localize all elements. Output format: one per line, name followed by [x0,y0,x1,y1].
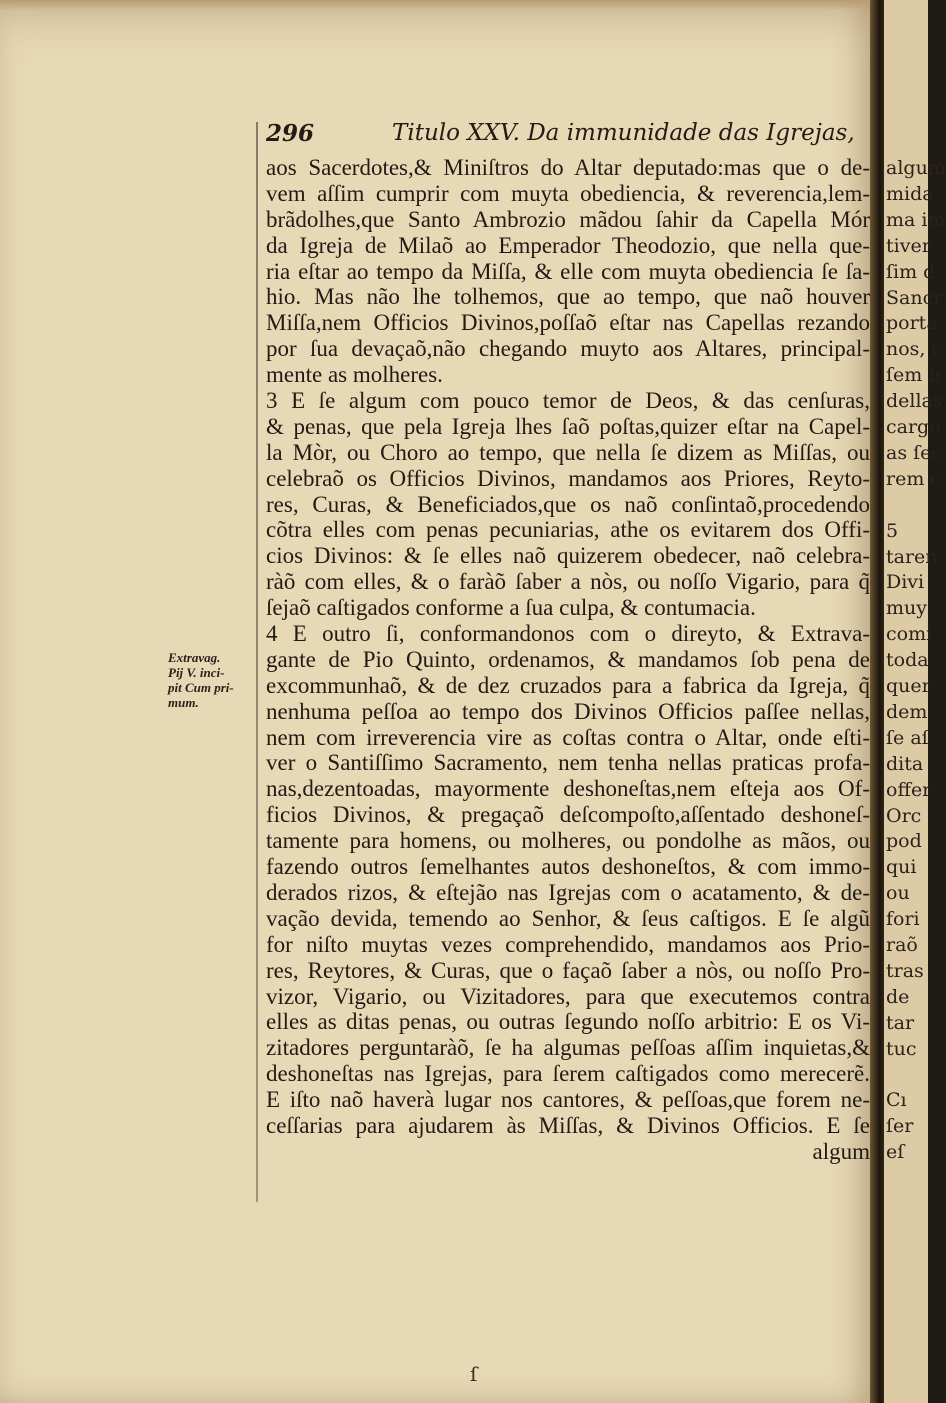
facing-page-fragment: Divi [886,571,925,594]
text-line: ficios Divinos, & pregaçaõ deſcompoſto,aſſentado deshoneſ- [266,802,870,828]
text-line: cõtra elles com penas pecuniarias, athe os evitarem dos Offi- [266,517,870,543]
text-line: brãdolhes,que Santo Ambrozio mãdou ſahir da Capella Mór [266,206,870,232]
facing-page-fragment: as ſec [886,441,943,464]
facing-page-fragment: tiver [886,234,931,257]
facing-page-fragment: toda [886,649,929,672]
facing-page-fragment: porta [886,312,938,335]
facing-page-fragment: qui [886,856,917,879]
text-line: por ſua devaçaõ,não chegando muyto aos Altares, principal- [266,336,870,362]
text-line: ràõ com elles, & o faràõ ſaber a nòs, ou noſſo Vigario, para q̃ [266,569,870,595]
facing-page-fragment: de [886,985,910,1008]
text-line: 4 E outro ſi, conformandonos com o direyto, & Extrava- [266,621,870,647]
text-line: ſejaõ caſtigados conforme a ſua culpa, & contumacia. [266,595,756,621]
text-line: cios Divinos: & ſe elles naõ quizerem obedecer, naõ celebra- [266,543,870,569]
facing-page-fragment: rem c [886,467,942,490]
facing-page-fragment: taren [886,545,938,568]
facing-page-fragment: mida, [886,182,940,205]
facing-page-fragment: ſer [886,1115,914,1138]
signature-mark: ſ [470,1362,478,1386]
facing-page-fragment: algum [886,157,946,179]
text-line: mente as molheres. [266,362,443,388]
text-line: ceſſarias para ajudarem às Miſſas, & Divinos Officios. E ſe [266,1112,870,1138]
text-line: deshoneſtas nas Igrejas, para ſerem caſtigados como merecerẽ. [266,1061,870,1087]
facing-page-edge [884,0,946,1403]
running-title: Titulo XXV. Da immunidade das Igrejas, [392,120,855,146]
catchword: algum [812,1138,870,1164]
text-line: fazendo outros ſemelhantes autos deshoneſtos, & com immo- [266,854,870,880]
text-line: tamente para homens, ou molheres, ou pondolhe as mãos, ou [266,828,870,854]
page-header [262,120,855,150]
facing-page-fragment: ſe aſ [886,726,929,749]
facing-page-fragment: dellas [886,390,943,413]
facing-page-fragment: raõ [886,934,918,956]
text-line: hio. Mas não lhe tolhemos, que ao tempo, que naõ houver [266,284,870,310]
facing-page-fragment: offer [886,778,932,801]
text-line: nas,dezentoadas, mayormente deshoneſtas,nem eſteja aos Of- [266,776,870,802]
text-line: for niſto muytas vezes comprehendido, mandamos aos Prio- [266,931,870,957]
text-line: la Mòr, ou Choro ao tempo, que nella ſe dizem as Miſſas, ou [266,439,870,465]
facing-page-fragment: dem [886,700,928,723]
text-line: ria eſtar ao tempo da Miſſa, & elle com muyta obediencia ſe ſa- [266,258,870,284]
facing-page-fragment: pod [886,830,922,853]
text-line: vem aſſim cumprir com muyta obediencia, & reverencia,lem- [266,180,870,206]
facing-page-fragment: quer [886,675,931,697]
text-line: da Igreja de Milaõ ao Emperador Theodozio, que nella que- [266,232,870,258]
page-top-edge [0,0,878,10]
text-line: excommunhaõ, & de dez cruzados para a fabrica da Igreja, q̃ [266,672,870,698]
text-line: celebraõ os Officios Divinos, mandamos aos Priores, Reyto- [266,465,870,491]
facing-page-fragment: dita [886,752,924,775]
text-line: ver o Santiſſimo Sacramento, nem tenha nellas praticas profa- [266,750,870,776]
facing-page-fragment: muy [886,597,927,620]
text-line: gante de Pio Quinto, ordenamos, & mandamos ſob pena de [266,646,870,672]
facing-page-fragment: eſ [886,1141,905,1164]
facing-page-fragment: 5 [886,519,899,542]
text-line: nem com irreverencia vire as coſtas contra o Altar, onde eſti- [266,724,870,750]
margin-note-line: pit Cum pri- [168,680,234,695]
facing-page-fragment: tar [886,1011,915,1034]
text-line: derados rizos, & eſtejão nas Igrejas com o acatamento, & de- [266,879,870,905]
text-line: res, Curas, & Beneficiados,que os naõ conſintaõ,procedendo [266,491,870,517]
facing-page-fragment: ſem h [886,364,941,387]
text-line: & penas, que pela Igreja lhes ſaõ poſtas,quizer eſtar na Capel- [266,413,870,439]
facing-page-fragment: cargo [886,416,941,438]
facing-page-fragment: ou [886,882,910,905]
facing-page-fragment: Orc [886,804,922,827]
facing-page-fragment: comi [886,623,933,646]
facing-page-fragment: Cı [886,1089,907,1112]
text-line: zitadores perguntaràõ, ſe ha algumas peſſoas aſſim inquietas,& [266,1035,870,1061]
facing-page-fragment: tras [886,959,924,982]
margin-note-line: mum. [168,695,199,710]
facing-page-fragment: fori [886,908,920,931]
margin-note-line: Pij V. inci- [168,665,225,680]
facing-page-fragment: Sancr [886,286,943,309]
body-text [266,155,870,1165]
text-line: vizor, Vigario, ou Vizitadores, para que executemos contra [266,983,870,1009]
text-line: 3 E ſe algum com pouco temor de Deos, & das cenſuras, [266,388,870,414]
page-number: 296 [266,120,315,147]
text-line: E iſto naõ haverà lugar nos cantores, & peſſoas,que forem ne- [266,1087,870,1113]
text-line: aos Sacerdotes,& Miniſtros do Altar deputado:mas que o de- [266,155,870,180]
text-line: elles as ditas penas, ou outras ſegundo noſſo arbitrio: E os Vi- [266,1009,870,1035]
margin-note-line: Extravag. [168,650,221,665]
facing-page-fragment: ma im [886,208,946,231]
text-line: nenhuma peſſoa ao tempo dos Divinos Officios paſſee nellas, [266,698,870,724]
text-line: Miſſa,nem Officios Divinos,poſſaõ eſtar nas Capellas rezando [266,310,870,336]
facing-page-fragment: tuc [886,1037,917,1060]
facing-page-fragment: nos, c [886,338,943,361]
margin-note [168,650,260,710]
text-line: res, Reytores, & Curas, que o façaõ ſaber a nòs, ou noſſo Pro- [266,957,870,983]
facing-page-fragment: ſim d [886,260,936,283]
text-line: vação devida, temendo ao Senhor, & ſeus caſtigos. E ſe algũ [266,905,870,931]
